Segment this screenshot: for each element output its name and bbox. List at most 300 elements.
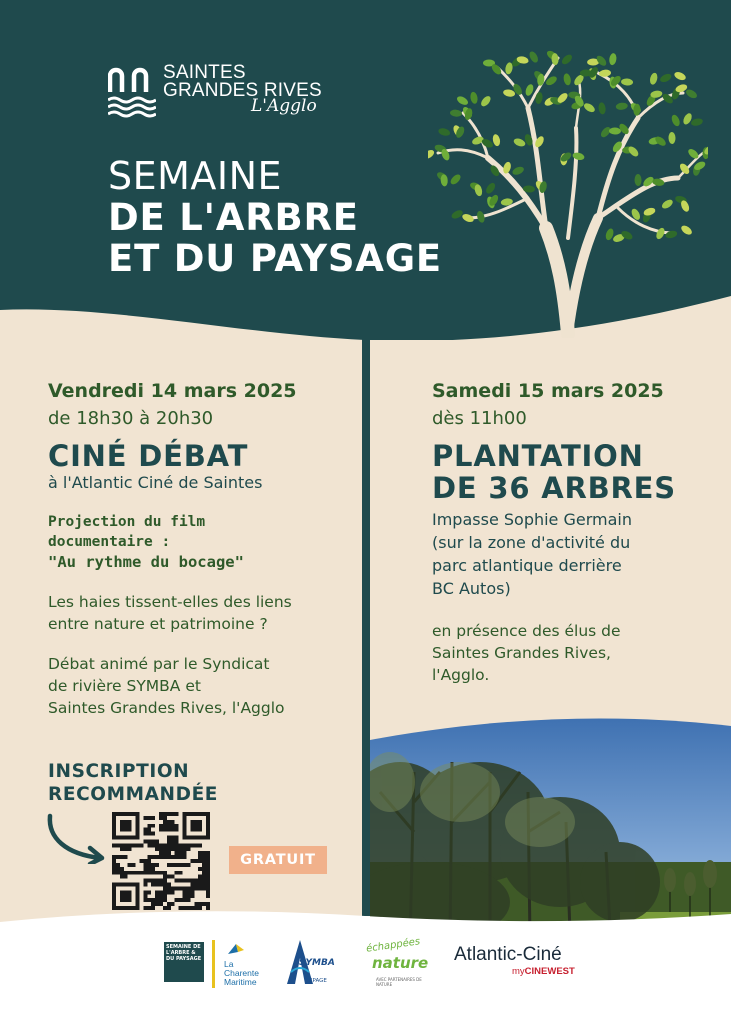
qr-module (183, 812, 210, 816)
leaf-shape (461, 212, 475, 223)
qr-module (186, 898, 190, 902)
qr-module (143, 883, 147, 887)
qr-module (190, 883, 194, 887)
film-title: "Au rythme du bocage" (48, 553, 244, 571)
qr-module (147, 839, 151, 843)
qr-module (155, 883, 159, 887)
qr-module (159, 898, 163, 902)
qr-module (147, 898, 151, 902)
leaf-shape (670, 114, 681, 128)
qr-module (151, 879, 155, 883)
qr-module (206, 871, 210, 875)
qr-module (143, 832, 147, 836)
qr-module (155, 839, 159, 843)
leaf-shape (511, 165, 525, 176)
gratuit-badge: GRATUIT (229, 846, 327, 874)
qr-module (143, 898, 147, 902)
cm-line-3: Maritime (224, 977, 257, 987)
leaf-shape (484, 181, 497, 195)
qr-module (183, 843, 187, 847)
inscription-heading (48, 760, 218, 806)
cm-line-2: Charente (224, 968, 259, 978)
qr-module (163, 843, 167, 847)
presence-line-2: Saintes Grandes Rives, (432, 644, 611, 662)
title-line-3: ET DU PAYSAGE (108, 237, 442, 280)
qr-module (167, 875, 171, 879)
qr-module (179, 847, 183, 851)
qr-module (159, 879, 163, 883)
tree-illustration-icon (428, 38, 708, 338)
qr-module (159, 883, 163, 887)
qr-module (175, 886, 179, 890)
qr-module (171, 902, 175, 906)
qr-module (206, 863, 210, 867)
qr-module (206, 867, 210, 871)
qr-module (202, 886, 206, 890)
left-event-title: CINÉ DÉBAT (48, 439, 249, 473)
qr-module (167, 851, 171, 855)
qr-module (143, 894, 147, 898)
qr-module (120, 867, 124, 871)
debate-line-3: Saintes Grandes Rives, l'Agglo (48, 699, 285, 717)
qr-module (116, 871, 120, 875)
qr-module (175, 828, 179, 832)
leaf-shape (582, 102, 596, 114)
qr-module (202, 859, 206, 863)
qr-module (183, 894, 187, 898)
qr-module (175, 839, 179, 843)
qr-module (183, 879, 187, 883)
qr-module (171, 847, 175, 851)
right-place (432, 508, 722, 600)
right-place-line-4: BC Autos) (432, 579, 511, 598)
qr-module (147, 828, 151, 832)
qr-module (143, 863, 147, 867)
leaf-shape (450, 109, 463, 117)
qr-module (175, 871, 179, 875)
qr-module (175, 847, 179, 851)
leaf-shape (469, 91, 478, 104)
qr-module (167, 890, 171, 894)
qr-module (167, 855, 171, 859)
qr-module (143, 879, 147, 883)
qr-module (163, 851, 167, 855)
qr-module (163, 886, 167, 890)
qr-module (167, 847, 171, 851)
qr-module (128, 863, 132, 867)
qr-module (128, 843, 132, 847)
leaf-shape (503, 89, 516, 98)
leaf-shape (609, 53, 618, 66)
qr-module (151, 883, 155, 887)
qr-module (155, 855, 159, 859)
qr-module (116, 843, 120, 847)
qr-module (120, 871, 124, 875)
qr-module (186, 863, 190, 867)
qr-module (147, 824, 151, 828)
qr-module (206, 902, 210, 906)
qr-module (163, 871, 167, 875)
qr-module (132, 863, 136, 867)
qr-module (167, 843, 171, 847)
qr-module (202, 883, 206, 887)
qr-module (179, 898, 183, 902)
qr-module (159, 894, 163, 898)
qr-module (206, 812, 210, 839)
my-cinewest-text (512, 966, 575, 977)
waves-logo-icon (108, 64, 156, 118)
qr-module (186, 843, 190, 847)
echappees-text: échappées (365, 936, 421, 955)
qr-module (147, 855, 151, 859)
qr-module (151, 867, 155, 871)
page-title (108, 155, 442, 279)
qr-module (183, 847, 187, 851)
qr-module (179, 871, 183, 875)
leaf-shape (438, 127, 451, 137)
column-divider-lower (362, 746, 370, 916)
qr-module (175, 836, 179, 840)
left-place: à l'Atlantic Ciné de Saintes (48, 473, 263, 492)
qr-module (147, 843, 151, 847)
qr-module (143, 859, 147, 863)
qr-module (186, 894, 190, 898)
qr-module (183, 851, 187, 855)
qr-module (167, 839, 171, 843)
leaf-shape (428, 148, 436, 160)
qr-module (112, 859, 116, 863)
leaf-shape (524, 83, 535, 97)
qr-module (202, 875, 206, 879)
qr-module (163, 847, 167, 851)
logo-line-saintes: SAINTES (163, 62, 246, 83)
qr-module (147, 879, 151, 883)
right-place-line-3: parc atlantique derrière (432, 556, 622, 575)
qr-module (194, 859, 198, 863)
leaf-shape (563, 73, 572, 86)
qr-module (194, 902, 198, 906)
right-event-line-2: DE 36 ARBRES (432, 471, 676, 505)
qr-module (183, 890, 187, 894)
qr-module (120, 890, 132, 902)
logo-line-grandes-rives: GRANDES RIVES (163, 80, 322, 101)
qr-module (194, 886, 198, 890)
leaf-shape (649, 72, 659, 85)
qr-module (124, 843, 128, 847)
qr-module (147, 867, 151, 871)
qr-module (112, 812, 116, 839)
qr-module (155, 847, 159, 851)
qr-module (167, 863, 171, 867)
leaf-shape (685, 88, 699, 100)
leaf-shape (659, 72, 673, 84)
qr-module (171, 890, 175, 894)
projection-label (48, 512, 348, 552)
nature-text: nature (372, 954, 429, 972)
qr-module (155, 879, 159, 883)
qr-module (124, 855, 128, 859)
qr-module (151, 898, 155, 902)
right-place-line-1: Impasse Sophie Germain (432, 510, 632, 529)
qr-module (186, 886, 190, 890)
right-place-line-2: (sur la zone d'activité du (432, 533, 631, 552)
qr-module (183, 836, 210, 840)
qr-module (183, 855, 187, 859)
qr-module (159, 871, 163, 875)
leaf-shape (598, 102, 606, 115)
qr-module (194, 843, 198, 847)
qr-module (128, 871, 132, 875)
qr-module (186, 847, 190, 851)
qr-module (116, 855, 120, 859)
qr-module (167, 824, 171, 828)
qr-module (202, 863, 206, 867)
qr-module (120, 847, 124, 851)
qr-module (136, 843, 140, 847)
qr-module (155, 871, 159, 875)
leaf-shape (456, 95, 470, 107)
qr-module (155, 902, 159, 906)
qr-module (143, 871, 147, 875)
qr-module (159, 890, 163, 894)
qr-module (198, 879, 202, 883)
qr-module (179, 863, 183, 867)
qr-module (143, 867, 147, 871)
projection-line-1: Projection du film (48, 514, 206, 530)
leaf-shape (476, 210, 486, 224)
qr-module (120, 820, 132, 832)
qr-module (159, 824, 163, 828)
qr-module (179, 855, 183, 859)
leaf-shape (609, 127, 621, 134)
qr-module (202, 879, 206, 883)
qr-module (151, 843, 155, 847)
qr-module (159, 812, 163, 816)
question-line-2: entre nature et patrimoine ? (48, 615, 268, 633)
qr-module (112, 867, 116, 871)
qr-module (120, 843, 124, 847)
qr-module (198, 886, 202, 890)
qr-module (163, 879, 167, 883)
qr-module (202, 867, 206, 871)
inscription-line-1: INSCRIPTION (48, 761, 190, 782)
leaf-shape (513, 137, 527, 148)
qr-module (155, 863, 159, 867)
debate-line-1: Débat animé par le Syndicat (48, 655, 270, 673)
qr-module (175, 898, 179, 902)
qr-module (183, 812, 187, 839)
qr-module (206, 875, 210, 879)
qr-module (124, 875, 128, 879)
qr-module (171, 828, 175, 832)
qr-module (136, 812, 140, 839)
qr-module (143, 839, 147, 843)
right-column (432, 378, 722, 686)
qr-module (167, 828, 171, 832)
qr-module (206, 886, 210, 890)
qr-module (179, 886, 183, 890)
qr-module (143, 890, 147, 894)
qr-module (112, 883, 139, 887)
leaf-shape (673, 70, 687, 81)
qr-module (159, 816, 163, 820)
leaf-shape (449, 173, 462, 186)
logo-semaine-arbre: SEMAINE DE L'ARBRE & DU PAYSAGE (164, 942, 204, 982)
qr-module (136, 871, 140, 875)
qr-module (112, 812, 139, 816)
logo-echappees-nature (362, 936, 432, 988)
qr-module (112, 871, 116, 875)
qr-module (198, 855, 202, 859)
qr-module (171, 863, 175, 867)
qr-module (159, 902, 163, 906)
leaf-shape (690, 117, 703, 127)
title-line-1: SEMAINE (108, 154, 283, 198)
qr-module (147, 863, 151, 867)
qr-module (112, 883, 116, 910)
right-event-title (432, 440, 722, 504)
qr-module (167, 820, 171, 824)
right-time: dès 11h00 (432, 408, 527, 429)
qr-module (139, 859, 143, 863)
inscription-line-2: RECOMMANDÉE (48, 784, 219, 805)
qr-module (190, 859, 194, 863)
qr-module (190, 890, 194, 894)
qr-module (120, 855, 124, 859)
qr-module (206, 879, 210, 883)
qr-module (143, 816, 147, 820)
qr-module (194, 879, 198, 883)
left-time: de 18h30 à 20h30 (48, 408, 214, 429)
qr-module (190, 879, 194, 883)
qr-module (163, 816, 167, 820)
qr-module (155, 843, 159, 847)
qr-module (186, 890, 190, 894)
qr-module (202, 851, 206, 855)
qr-module (179, 843, 183, 847)
presence-line-3: l'Agglo. (432, 666, 490, 684)
qr-module (112, 855, 116, 859)
qr-module (112, 836, 139, 840)
qr-module (206, 859, 210, 863)
cm-line-1: La (224, 959, 234, 969)
leaf-shape (450, 209, 464, 221)
qr-module (159, 855, 163, 859)
qr-module (163, 812, 167, 816)
qr-module (151, 816, 155, 820)
leaf-shape (621, 78, 633, 86)
presence-text (432, 620, 722, 686)
qr-module (147, 890, 151, 894)
question-line-1: Les haies tissent-elles des liens (48, 593, 292, 611)
qr-module (151, 824, 155, 828)
leaf-shape (528, 50, 540, 64)
qr-module (132, 843, 136, 847)
leaf-shape (634, 174, 641, 186)
title-line-2: DE L'ARBRE (108, 196, 359, 239)
qr-module (151, 855, 155, 859)
qr-module (206, 883, 210, 887)
cm-text (224, 960, 259, 987)
right-event-line-1: PLANTATION (432, 439, 644, 473)
qr-module (206, 890, 210, 894)
cm-bar (212, 940, 215, 988)
logo-agglo: L'Agglo (251, 96, 317, 116)
qr-module (171, 886, 175, 890)
projection-line-2: documentaire : (48, 534, 171, 550)
qr-module (171, 836, 175, 840)
left-date: Vendredi 14 mars 2025 (48, 380, 297, 402)
qr-module (171, 812, 175, 816)
qr-module (116, 863, 120, 867)
qr-module (163, 824, 167, 828)
leaf-shape (678, 162, 691, 176)
qr-module (186, 879, 190, 883)
qr-module (171, 875, 175, 879)
qr-module (151, 863, 155, 867)
debate-line-2: de rivière SYMBA et (48, 677, 201, 695)
leaf-shape (492, 134, 501, 147)
right-date: Samedi 15 mars 2025 (432, 380, 664, 402)
left-column (48, 378, 348, 719)
symba-text: SYMBA (299, 958, 335, 968)
logo-text (163, 64, 322, 100)
qr-module (167, 886, 171, 890)
qr-module (159, 851, 163, 855)
qr-module (175, 812, 179, 816)
qr-module (159, 847, 163, 851)
qr-module (116, 867, 120, 871)
qr-module (198, 902, 202, 906)
qr-module (206, 894, 210, 898)
qr-module (171, 843, 175, 847)
qr-module (171, 839, 175, 843)
qr-module (147, 832, 151, 836)
qr-module (151, 902, 155, 906)
qr-module (167, 836, 171, 840)
leaf-shape (668, 132, 675, 144)
qr-module (190, 886, 194, 890)
qr-module (124, 847, 128, 851)
qr-module (183, 898, 187, 902)
qr-module (128, 847, 132, 851)
qr-module (171, 855, 175, 859)
qr-module (175, 855, 179, 859)
logo-charente-maritime (212, 940, 264, 988)
qr-module (167, 902, 171, 906)
qr-module (198, 843, 202, 847)
qr-module (202, 902, 206, 906)
presence-line-1: en présence des élus de (432, 622, 621, 640)
qr-module (112, 843, 116, 847)
qr-module (147, 859, 151, 863)
qr-module (143, 828, 147, 832)
qr-module (198, 867, 202, 871)
bird-icon (226, 942, 246, 958)
qr-module (183, 863, 187, 867)
my-text: my (512, 966, 525, 977)
qr-module (112, 863, 116, 867)
qr-module (147, 871, 151, 875)
qr-module (190, 894, 194, 898)
cinewest-text: CINEWEST (524, 966, 575, 977)
qr-module (139, 871, 143, 875)
qr-module (206, 851, 210, 855)
leaf-shape (615, 102, 628, 110)
qr-code[interactable] (112, 812, 210, 910)
qr-module (159, 843, 163, 847)
logo-symba (285, 938, 341, 988)
